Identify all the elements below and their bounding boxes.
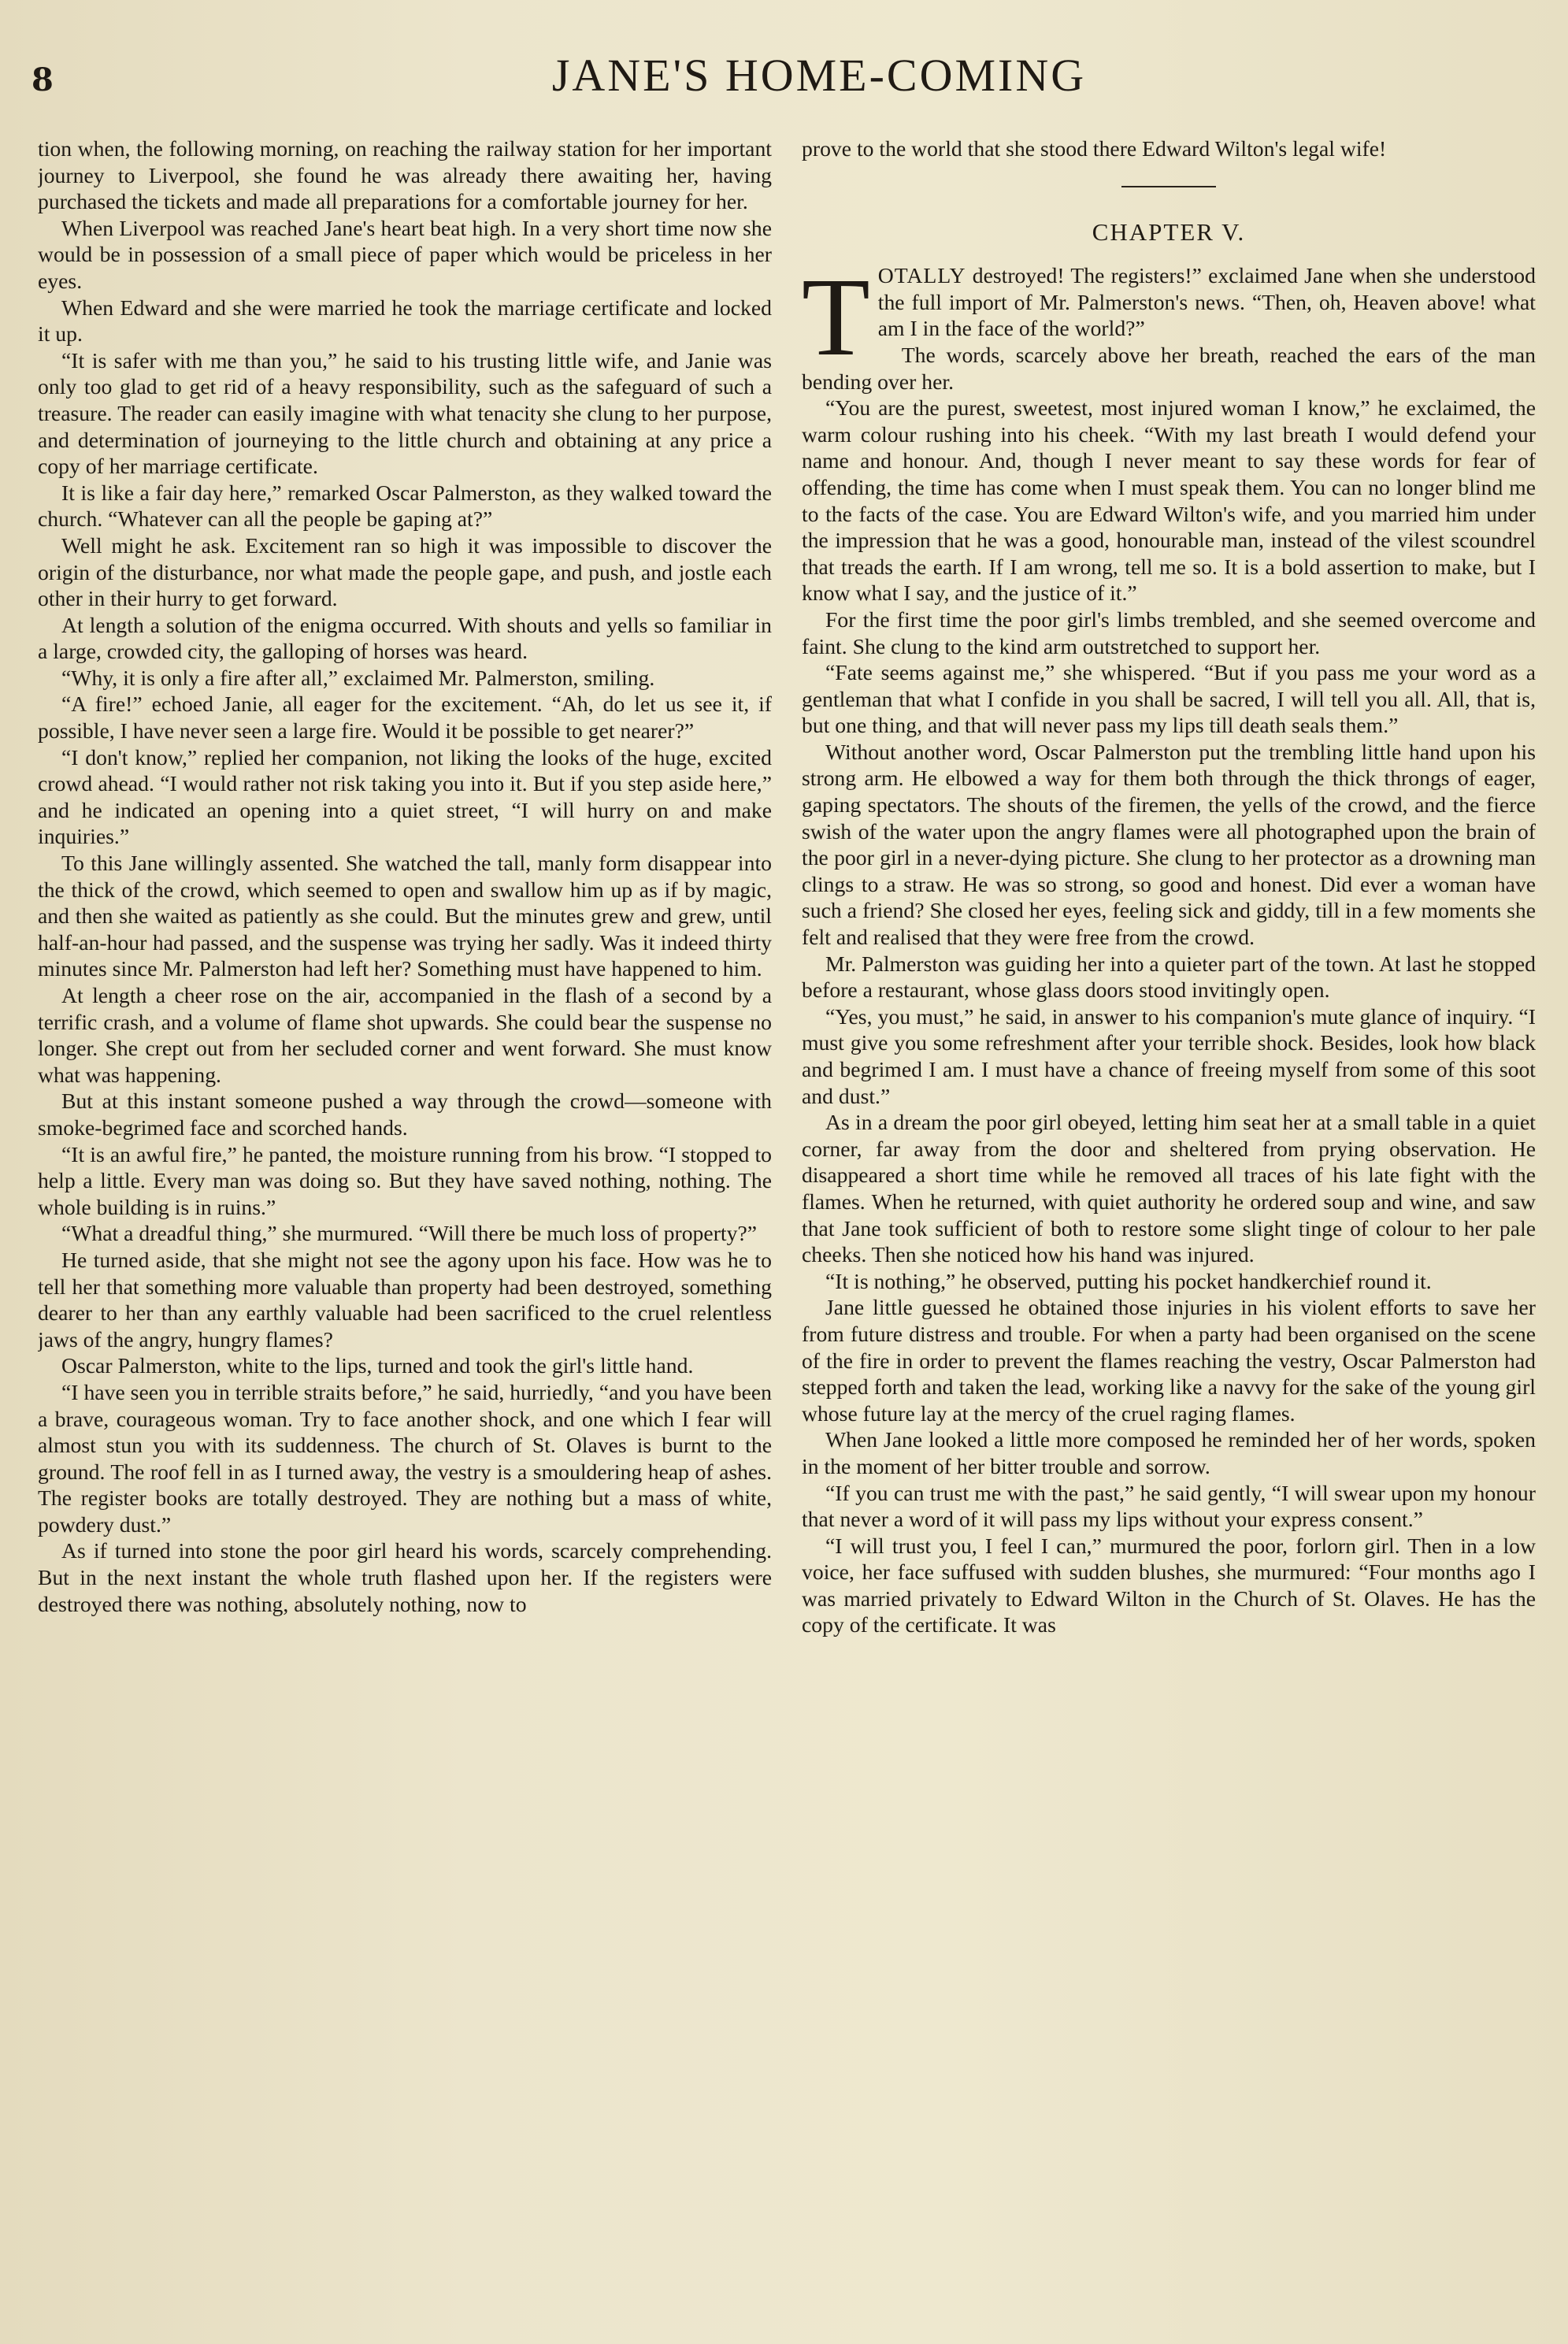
paragraph: Well might he ask. Excitement ran so high it was impossible to discover the origin of the disturbance, nor what made the people gape, and push, and jostle each other in their hurry to get forward. — [38, 532, 772, 611]
paragraph: “What a dreadful thing,” she murmured. “Will there be much loss of property?” — [61, 1221, 758, 1246]
paragraph: “Why, it is only a fire after all,” exclaimed Mr. Palmerston, smiling. — [61, 665, 655, 690]
paragraph: “I don't know,” replied her companion, not liking the looks of the huge, excited crowd ahead. “I would rather not risk taking you into it. But if you step aside here,” and he indicated an opening into a quiet street, “I will hurry on and make inquiries.” — [38, 744, 772, 849]
paragraph: “Fate seems against me,” she whispered. “But if you pass me your word as a gentleman that what I confide in you shall be sacred, I will tell you all. All, that is, but one thing, and that will never pass my lips till death seals them.” — [802, 660, 1536, 738]
paragraph: He turned aside, that she might not see the agony upon his face. How was he to tell her that something more valuable than property had been destroyed, something dearer to her than any earthly valuable had been sacrificed to the cruel relentless jaws of the angry, hungry flames? — [38, 1247, 772, 1352]
paragraph: At length a solution of the enigma occurred. With shouts and yells so familiar in a large, crowded city, the galloping of horses was heard. — [38, 612, 772, 664]
paragraph: “It is safer with me than you,” he said to his trusting little wife, and Janie was only too glad to get rid of a heavy responsibility, such as the safeguard of such a treasure. The reader can easily imagine with what tenacity she clung to her purpose, and determination of journeying to the little church and obtaining at any price a copy of her marriage certificate. — [38, 347, 772, 479]
paragraph: tion when, the following morning, on reaching the railway station for her important journey to Liverpool, she found he was already there awaiting her, having purchased the tickets and made all preparations for a comfortable journey for her. — [38, 136, 772, 214]
paragraph: “It is nothing,” he observed, putting his pocket handkerchief round it. — [825, 1268, 1432, 1293]
page-number: 8 — [32, 61, 54, 98]
running-title: JANE'S HOME-COMING — [551, 50, 1087, 101]
paragraph: “Yes, you must,” he said, in answer to his companion's mute glance of inquiry. “I must give you some refreshment after your terrible shock. Besides, look how black and begrimed I am. I must have a chance of freeing myself from some of this soot and dust.” — [802, 1003, 1536, 1108]
right-column — [802, 135, 1536, 2309]
paragraph: When Edward and she were married he took the marriage certificate and locked it up. — [38, 295, 772, 347]
paragraph-continued: prove to the world that she stood there Edward Wilton's legal wife! — [802, 136, 1387, 161]
paragraph: “I will trust you, I feel I can,” murmured the poor, forlorn girl. Then in a low voice, her face suffused with sudden blushes, she murmured: “Four months ago I was married privately to Edward Wilton in the Church of St. Olaves. He has the copy of the certificate. It was — [802, 1533, 1536, 1637]
paragraph: Jane little guessed he obtained those injuries in his violent efforts to save her from future distress and trouble. For when a party had been organised on the scene of the fire in order to prevent the flames reaching the vestry, Oscar Palmerston had stepped forth and taken the lead, working like a navvy for the sake of the young girl whose future lay at the mercy of the cruel raging flames. — [802, 1295, 1536, 1426]
paragraph: To this Jane willingly assented. She watched the tall, manly form disappear into the thick of the crowd, which seemed to open and swallow him up as if by magic, and then she waited as patiently as she could. But the minutes grew and grew, until half-an-hour had passed, and the suspense was trying her sadly. Was it indeed thirty minutes since Mr. Palmerston had left her? Something must have happened to him. — [38, 851, 772, 981]
chapter-heading: CHAPTER V. — [1092, 217, 1246, 246]
paragraph: As if turned into stone the poor girl heard his words, scarcely comprehending. But in the next instant the whole truth flashed upon her. If the registers were destroyed there was nothing, absolutely nothing, now to — [38, 1538, 772, 1616]
paragraph: Without another word, Oscar Palmerston put the trembling little hand upon his strong arm. He elbowed a way for them both through the thick throngs of eager, gaping spectators. The shouts of the firemen, the yells of the crowd, and the fierce swish of the water upon the angry flames were all photographed upon the brain of the poor girl in a never-dying picture. She clung to her protector as a drowning man clings to a straw. He was so strong, so good and honest. Did ever a woman have such a friend? She closed her eyes, feeling sick and giddy, till in a few moments she felt and realised that they were free from the crowd. — [802, 739, 1536, 950]
paragraph: When Liverpool was reached Jane's heart beat high. In a very short time now she would be in possession of a small piece of paper which would be priceless in her eyes. — [38, 215, 772, 293]
first-word: OTALLY — [877, 263, 966, 288]
section-divider — [1121, 186, 1216, 187]
paragraph: At length a cheer rose on the air, accompanied in the flash of a second by a terrific crash, and a volume of flame shot upwards. She could bear the suspense no longer. She crept out from her secluded corner and went forward. She must know what was happening. — [38, 983, 772, 1087]
paragraph: It is like a fair day here,” remarked Oscar Palmerston, as they walked toward the church. “Whatever can all the people be gaping at?” — [38, 480, 772, 532]
left-column — [38, 135, 772, 2309]
page-header — [32, 49, 1520, 112]
paragraph: Mr. Palmerston was guiding her into a quieter part of the town. At last he stopped before a restaurant, whose glass doors stood invitingly open. — [802, 951, 1536, 1003]
paragraph: But at this instant someone pushed a way through the crowd—someone with smoke-begrimed face and scorched hands. — [38, 1089, 772, 1140]
paragraph: “It is an awful fire,” he panted, the moisture running from his brow. “I stopped to help a little. Every man was doing so. But they have saved nothing, nothing. The whole building is in ruins.” — [38, 1141, 772, 1219]
paragraph: “A fire!” echoed Janie, all eager for the excitement. “Ah, do let us see it, if possible, I have never seen a large fire. Would it be possible to get nearer?” — [38, 692, 772, 744]
paragraph: For the first time the poor girl's limbs trembled, and she seemed overcome and faint. She clung to the kind arm outstretched to support her. — [802, 606, 1536, 658]
paragraph: The words, scarcely above her breath, reached the ears of the man bending over her. — [802, 342, 1536, 394]
opening-text: destroyed! The registers!” exclaimed Jane when she understood the full import of Mr. Palmerston's news. “Then, oh, Heaven above! what am I in the face of the world?” — [877, 263, 1536, 341]
paragraph: As in a dream the poor girl obeyed, letting him seat her at a small table in a quiet corner, far away from the door and sheltered from prying observation. He disappeared a short time while he removed all traces of his late fight with the flames. When he returned, with quiet authority he ordered soup and wine, and saw that Jane took sufficient of both to restore some slight tinge of colour to her pale cheeks. Then she noticed how his hand was injured. — [802, 1110, 1536, 1267]
paragraph: Oscar Palmerston, white to the lips, turned and took the girl's little hand. — [61, 1353, 694, 1378]
paragraph: “I have seen you in terrible straits before,” he said, hurriedly, “and you have been a brave, courageous woman. Try to face another shock, and one which I fear will almost stun you with its suddenness. The church of St. Olaves is burnt to the ground. The roof fell in as I turned away, the vestry is a smouldering heap of ashes. The register books are totally destroyed. They are nothing but a mass of white, powdery dust.” — [38, 1379, 772, 1537]
paragraph: “If you can trust me with the past,” he said gently, “I will swear upon my honour that never a word of it will pass my lips without your express consent.” — [802, 1480, 1536, 1532]
paragraph: When Jane looked a little more composed he reminded her of her words, spoken in the moment of her bitter trouble and sorrow. — [802, 1427, 1536, 1478]
drop-cap: T — [802, 254, 870, 380]
right-paragraphs — [802, 342, 1536, 1638]
paragraph: “You are the purest, sweetest, most injured woman I know,” he exclaimed, the warm colour rushing into his cheek. “With my last breath I would defend your name and honour. And, though I never meant to say these words for fear of offending, the time has come when I must speak them. You can no longer blind me to the facts of the case. You are Edward Wilton's wife, and you married him under the impression that he was a good, honourable man, instead of the vilest scoundrel that treads the earth. If I am wrong, tell me so. It is a bold assertion to make, but I know what I say, and the justice of it.” — [802, 395, 1536, 606]
